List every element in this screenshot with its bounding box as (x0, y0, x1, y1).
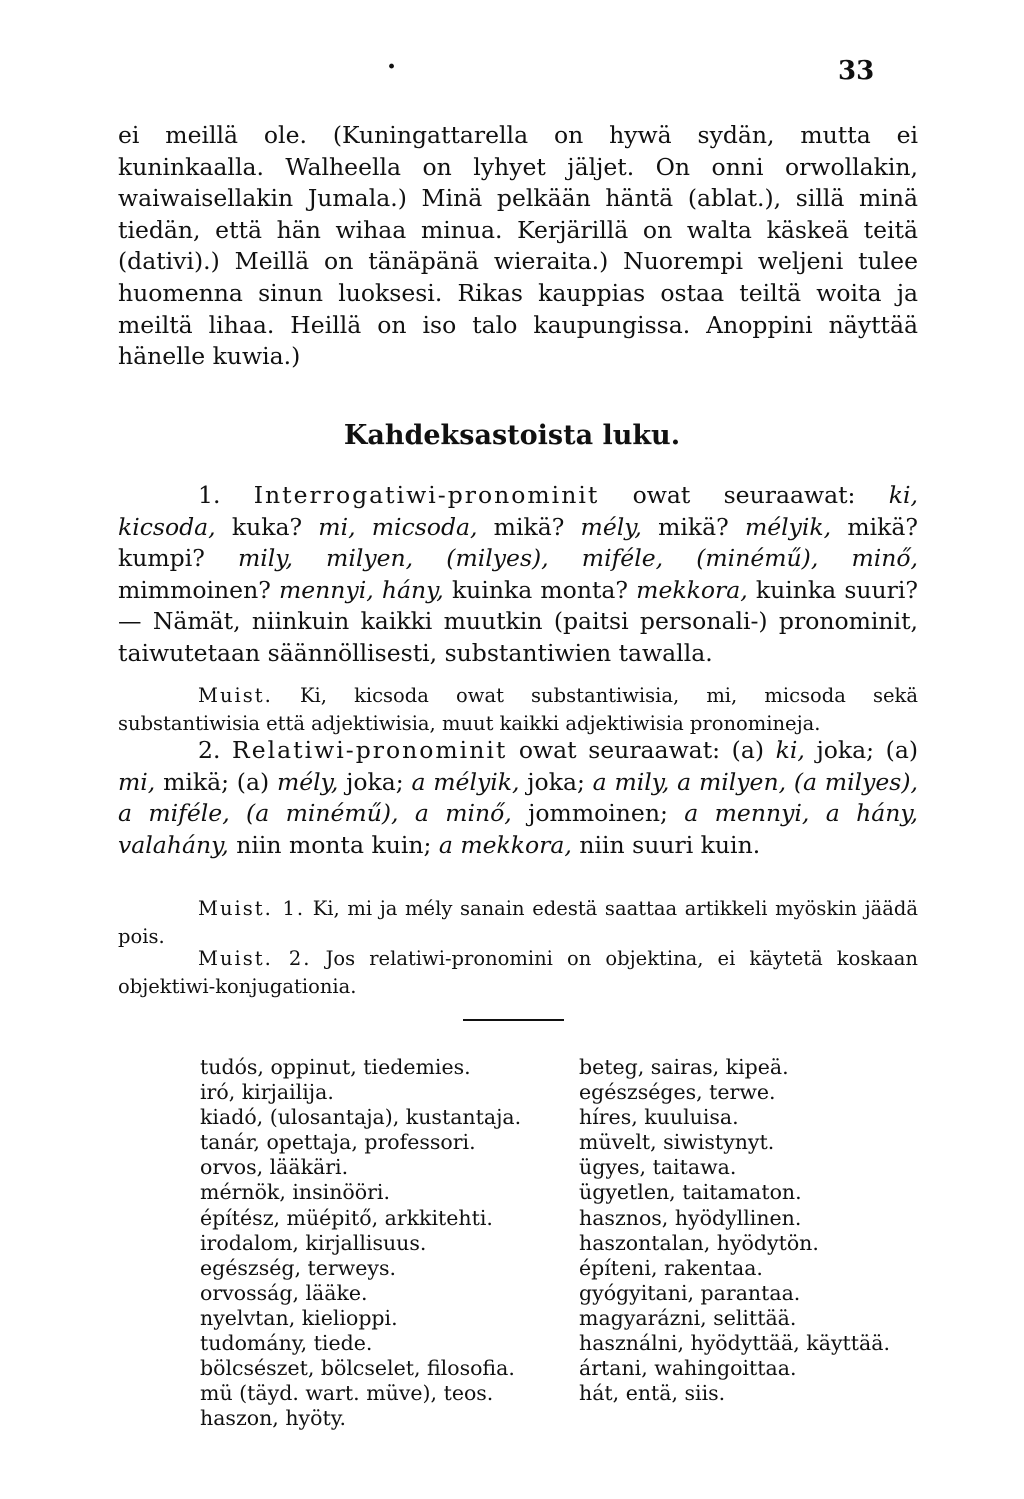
example-run: mi, (118, 767, 156, 796)
vocab-entry: iró, kirjailija. (200, 1080, 334, 1105)
top-mark: · (387, 52, 397, 82)
vocab-entry: magyarázni, selittää. (579, 1305, 797, 1330)
section-2-number: 2. (198, 736, 221, 764)
note-label: Muist. 1. (198, 897, 306, 920)
section-1-number: 1. (198, 481, 221, 509)
example-run: mennyi, hány, (278, 575, 444, 604)
text-run: kuka? (215, 512, 319, 541)
vocab-entry: hát, entä, siis. (579, 1381, 726, 1406)
vocab-list-left (200, 1055, 521, 1431)
vocab-entry: egészség, terweys. (200, 1255, 396, 1280)
example-run: a mennyi, a hány, valahány, (118, 799, 919, 859)
example-run: mélyik, (744, 512, 832, 541)
vocab-entry: építeni, rakentaa. (579, 1255, 763, 1280)
vocab-entry: ártani, wahingoittaa. (579, 1356, 797, 1381)
vocab-entry: orvos, lääkäri. (200, 1155, 349, 1180)
note-2 (118, 895, 918, 951)
vocab-entry: irodalom, kirjallisuus. (200, 1230, 427, 1255)
vocab-entry: ügyes, taitawa. (579, 1155, 737, 1180)
text-run: joka; (338, 767, 412, 796)
text-run: joka; (519, 767, 593, 796)
example-run: a mélyik, (411, 767, 520, 796)
section-divider (463, 1019, 564, 1021)
vocab-entry: kiadó, (ulosantaja), kustantaja. (200, 1105, 522, 1130)
chapter-heading: Kahdeksastoista luku. (343, 420, 681, 451)
vocab-entry: egészséges, terwe. (579, 1080, 776, 1105)
vocab-entry: beteg, sairas, kipeä. (579, 1055, 789, 1079)
vocab-entry: használni, hyödyttää, käyttää. (579, 1331, 890, 1356)
note-text: Ki, mi ja mély sanain edestä saattaa artikkeli myöskin jäädä pois. (118, 897, 919, 948)
note-text: Ki, kicsoda owat substantiwisia, mi, micsoda sekä substantiwisia että adjektiwisia, muut kaikki adjektiwisia pronomineja. (118, 684, 918, 735)
vocab-entry: tudós, oppinut, tiedemies. (200, 1055, 471, 1079)
example-run: ki, (775, 736, 805, 764)
note-label: Muist. (198, 684, 273, 707)
text-run: niin monta kuin; (228, 830, 439, 859)
note-text: Jos relatiwi-pronomini on objektina, ei käytetä koskaan objektiwi-konjugationia. (118, 947, 918, 998)
vocab-entry: bölcsészet, bölcselet, filosofia. (200, 1356, 515, 1381)
vocab-entry: építész, müépitő, arkkitehti. (200, 1205, 493, 1230)
example-run: mily, milyen, (milyes), miféle, (minémű), minő, (237, 544, 918, 573)
example-run: mi, micsoda, (318, 512, 478, 541)
text-run: mikä? (641, 512, 745, 541)
section-1-paragraph (118, 480, 918, 670)
example-run: mekkora, (636, 575, 748, 604)
text-run: owat seuraawat: (599, 481, 889, 509)
vocab-entry: híres, kuuluisa. (579, 1105, 739, 1130)
section-2-term: Relatiwi-pronominit (232, 736, 508, 764)
continuation-paragraph: ei meillä ole. (Kuningattarella on hywä sydän, mutta ei kuninkaalla. Walheella on lyhyet jäljet. On onni orwollakin, waiwaisellakin Jumala.) Minä pelkään häntä (ablat.), sillä minä tiedän, että hän wihaa minua. Kerjärillä on walta käskeä teitä (dativi).) Meillä on tänäpänä wieraita.) Nuorempi weljeni tulee huomenna sinun luoksesi. Rikas kauppias ostaa teiltä woita ja meiltä lihaa. Heillä on iso talo kaupungissa. Anoppini näyttää hänelle kuwia.) (118, 121, 918, 371)
text-run: kuinka suuri? — Nämät, niinkuin kaikki muutkin (paitsi personali-) pronominit, taiwutetaan säännöllisesti, substantiwien tawalla. (118, 575, 918, 667)
vocab-entry: tanár, opettaja, professori. (200, 1130, 476, 1155)
text-run: mimmoinen? (118, 575, 279, 604)
section-1-term: Interrogatiwi-pronominit (253, 481, 600, 509)
vocab-entry: haszon, hyöty. (200, 1406, 347, 1431)
vocab-entry: haszontalan, hyödytön. (579, 1230, 819, 1255)
example-run: a mily, a milyen, (a milyes), a miféle, (a minémű), a minő, (118, 767, 919, 828)
text-run: mikä? (477, 512, 581, 541)
text-run: joka; (a) (804, 736, 918, 764)
vocab-entry: nyelvtan, kielioppi. (200, 1305, 398, 1330)
note-1 (118, 682, 918, 738)
vocab-list-right (579, 1055, 890, 1406)
vocab-entry: hasznos, hyödyllinen. (579, 1205, 802, 1230)
vocab-entry: mü (täyd. wart. müve), teos. (200, 1381, 494, 1406)
note-label: Muist. 2. (198, 947, 312, 970)
vocab-entry: ügyetlen, taitamaton. (579, 1180, 802, 1205)
text-run: jommoinen; (511, 799, 685, 828)
text-run: kuinka monta? (443, 575, 637, 604)
page-number: 33 (838, 56, 875, 86)
text-run: owat seuraawat: (a) (507, 736, 776, 764)
example-run: ki, kicsoda, (118, 481, 918, 541)
text-run: niin suuri kuin. (571, 830, 761, 859)
example-run: a mekkora, (438, 830, 572, 859)
vocab-entry: tudomány, tiede. (200, 1331, 373, 1356)
section-2-paragraph (118, 735, 918, 861)
note-3 (118, 945, 918, 1001)
vocab-entry: müvelt, siwistynyt. (579, 1130, 775, 1155)
example-run: mély, (580, 512, 642, 541)
vocab-entry: mérnök, insinööri. (200, 1180, 390, 1205)
text-run: mikä; (a) (155, 767, 277, 796)
vocab-entry: orvosság, lääke. (200, 1280, 368, 1305)
text-run: mikä? kumpi? (118, 512, 919, 573)
example-run: mély, (276, 767, 339, 796)
vocab-entry: gyógyitani, parantaa. (579, 1280, 801, 1305)
